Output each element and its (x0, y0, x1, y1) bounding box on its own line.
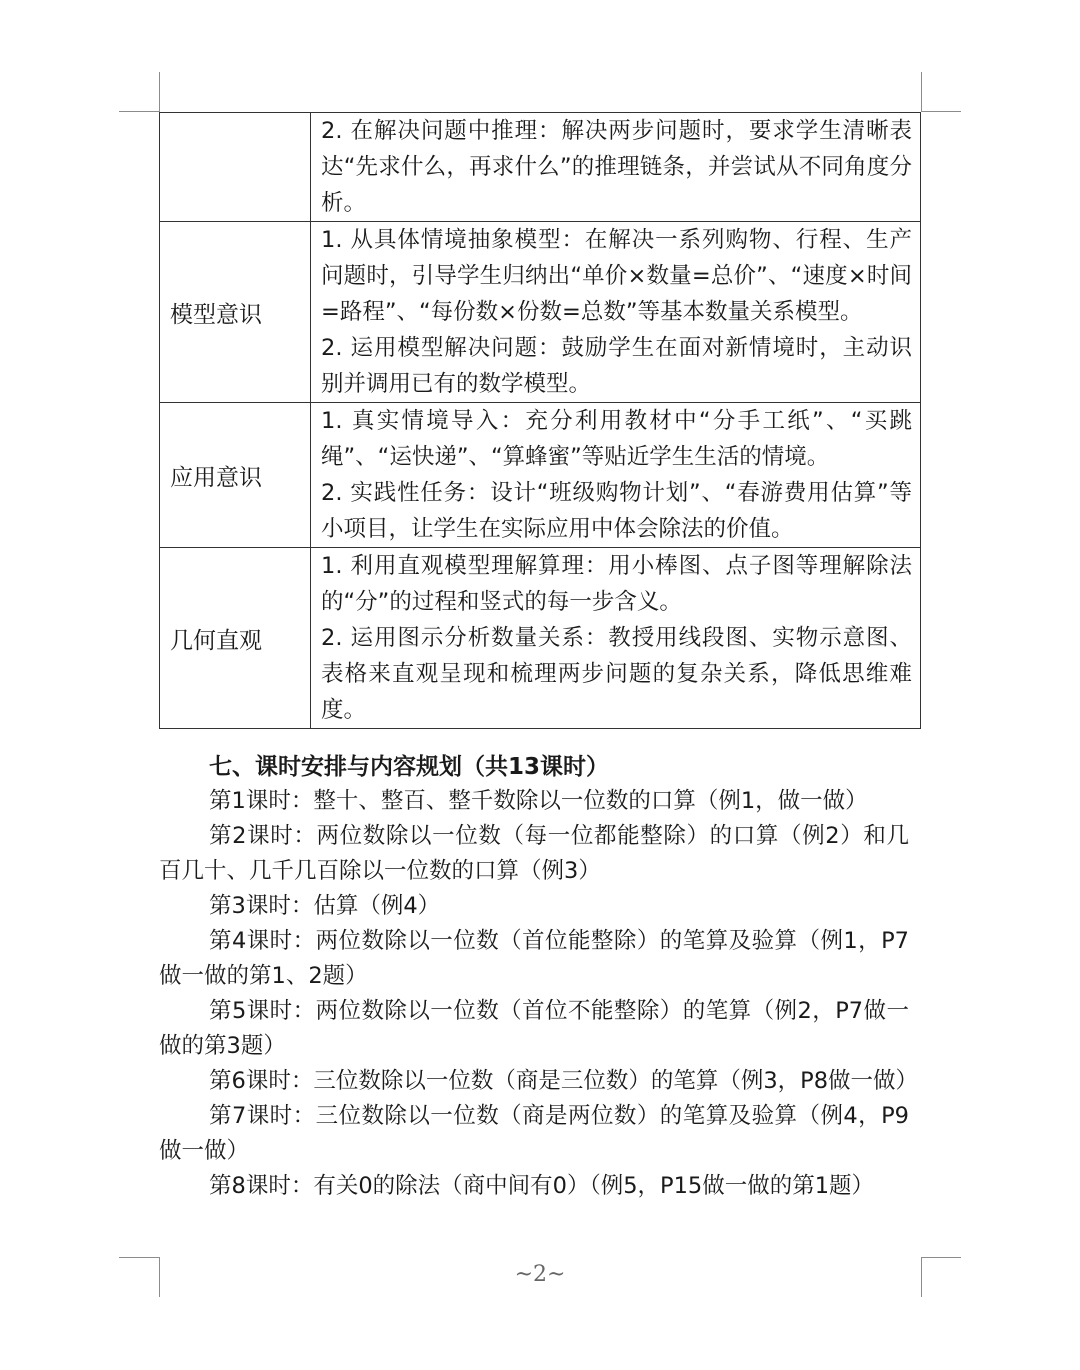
content-paragraph: 1. 从具体情境抽象模型：在解决一系列购物、行程、生产问题时，引导学生归纳出“单价×数量=总价”、“速度×时间=路程”、“每份数×份数=总数”等基本数量关系模型。 (321, 227, 912, 325)
lesson-item: 第3课时：估算（例4） (209, 893, 441, 919)
table-row (160, 403, 921, 548)
table-row (160, 548, 921, 729)
row-label: 几何直观 (160, 548, 311, 729)
lesson-item: 第5课时：两位数除以一位数（首位不能整除）的笔算（例2，P7做一做的第3题） (159, 998, 909, 1059)
section-heading: 七、课时安排与内容规划（共13课时） (209, 754, 610, 780)
crop-mark-top-left-horizontal (119, 111, 159, 112)
table-row (160, 222, 921, 403)
crop-mark-bottom-left-horizontal (119, 1257, 159, 1258)
content-paragraph: 2. 运用图示分析数量关系：教授用线段图、实物示意图、表格来直观呈现和梳理两步问题的复杂关系，降低思维难度。 (321, 625, 912, 723)
lesson-item: 第1课时：整十、整百、整千数除以一位数的口算（例1，做一做） (209, 788, 868, 814)
row-label (160, 113, 311, 222)
row-label: 应用意识 (160, 403, 311, 548)
lesson-item: 第2课时：两位数除以一位数（每一位都能整除）的口算（例2）和几百几十、几千几百除以一位数的口算（例3） (159, 823, 909, 884)
lesson-item: 第4课时：两位数除以一位数（首位能整除）的笔算及验算（例1，P7做一做的第1、2题） (159, 928, 909, 989)
row-label: 模型意识 (160, 222, 311, 403)
table-row (160, 113, 921, 222)
content-paragraph: 2. 实践性任务：设计“班级购物计划”、“春游费用估算”等小项目，让学生在实际应用中体会除法的价值。 (321, 480, 912, 542)
page-number: ~2~ (514, 1262, 566, 1287)
crop-mark-top-right-horizontal (921, 111, 961, 112)
lesson-item: 第8课时：有关0的除法（商中间有0）（例5，P15做一做的第1题） (209, 1173, 875, 1199)
crop-mark-top-right-vertical (921, 72, 922, 112)
row-content (311, 548, 921, 729)
content-paragraph: 1. 真实情境导入：充分利用教材中“分手工纸”、“买跳绳”、“运快递”、“算蜂蜜”等贴近学生生活的情境。 (321, 408, 912, 470)
crop-mark-bottom-right-horizontal (921, 1257, 961, 1258)
content-paragraph: 2. 在解决问题中推理：解决两步问题时，要求学生清晰表达“先求什么，再求什么”的推理链条，并尝试从不同角度分析。 (321, 118, 912, 216)
content-paragraph: 1. 利用直观模型理解算理：用小棒图、点子图等理解除法的“分”的过程和竖式的每一步含义。 (321, 553, 912, 615)
row-content (311, 403, 921, 548)
crop-mark-top-left-vertical (159, 72, 160, 112)
row-content (311, 222, 921, 403)
content-paragraph: 2. 运用模型解决问题：鼓励学生在面对新情境时，主动识别并调用已有的数学模型。 (321, 335, 912, 397)
objectives-table (159, 112, 921, 729)
lesson-item: 第6课时：三位数除以一位数（商是三位数）的笔算（例3，P8做一做） (209, 1068, 919, 1094)
row-content (311, 113, 921, 222)
lesson-item: 第7课时：三位数除以一位数（商是两位数）的笔算及验算（例4，P9做一做） (159, 1103, 909, 1164)
lesson-schedule (159, 784, 919, 1204)
